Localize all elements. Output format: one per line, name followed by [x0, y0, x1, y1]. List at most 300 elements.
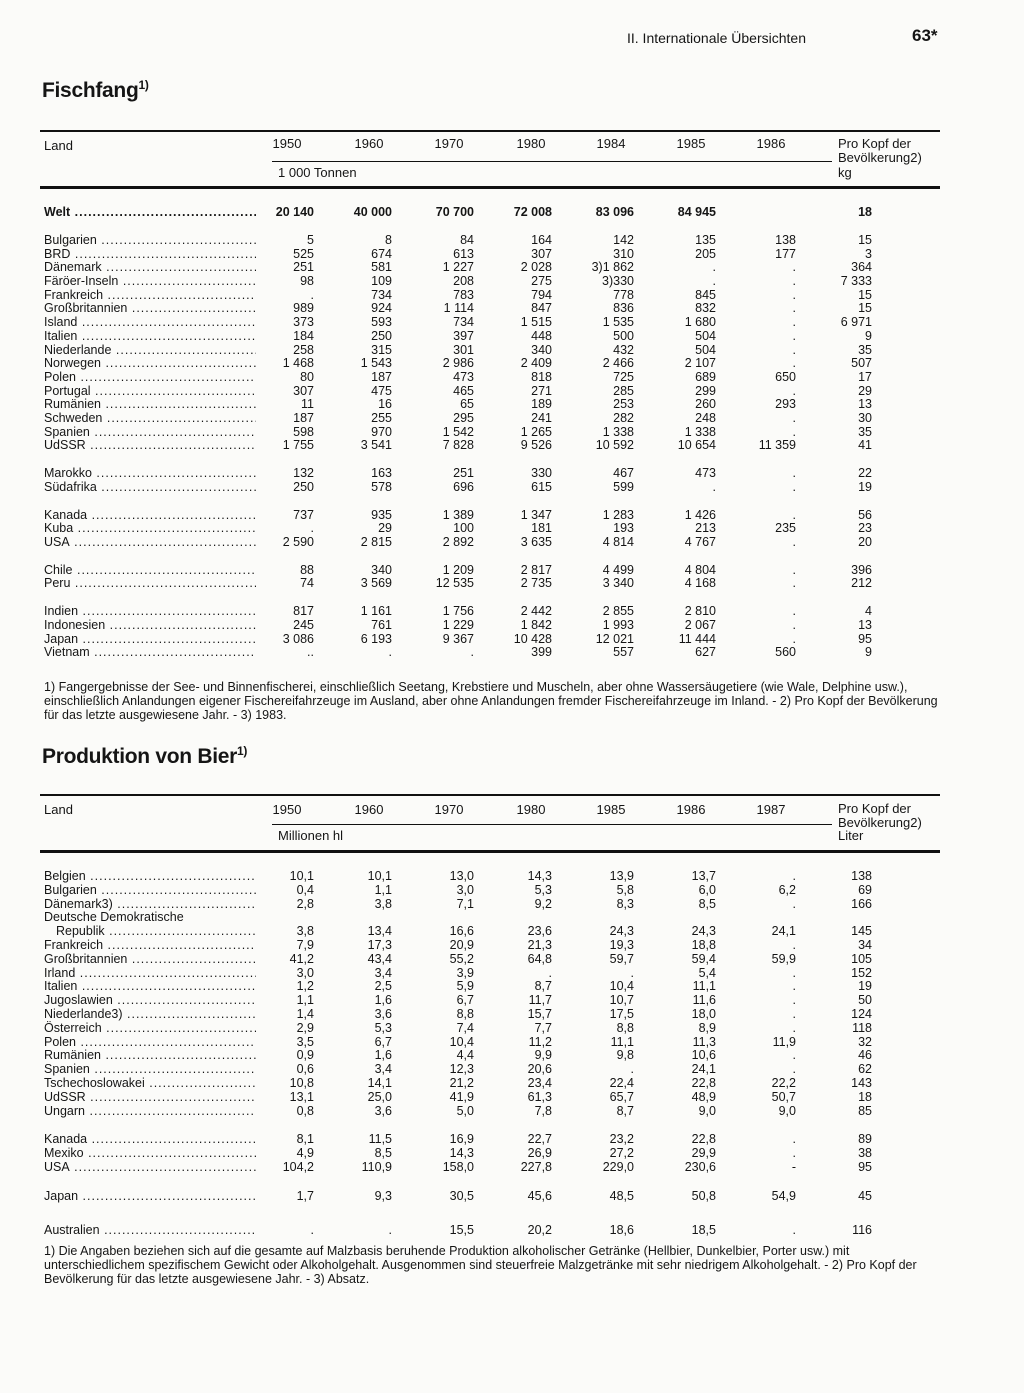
cell-value: 18,6 [609, 1223, 634, 1237]
table-row [0, 397, 1024, 411]
table-row [0, 979, 1024, 993]
cell-value: 847 [531, 301, 552, 315]
cell-value: 8,7 [534, 979, 552, 993]
cell-value: . [792, 425, 796, 439]
cell-value: 5,9 [456, 979, 474, 993]
table-row [0, 425, 1024, 439]
table-row [0, 952, 1024, 966]
cell-value: 4,9 [296, 1146, 314, 1160]
cell-value: 1,7 [296, 1189, 314, 1203]
cell-value: 72 008 [513, 205, 552, 219]
cell-value: 330 [531, 466, 552, 480]
cell-value: 20 140 [275, 205, 314, 219]
cell-value: 3,8 [296, 924, 314, 938]
cell-value: . [792, 356, 796, 370]
cell-value: . [792, 1048, 796, 1062]
cell-value: 41,9 [449, 1090, 474, 1104]
cell-value: 725 [613, 370, 634, 384]
table-row [0, 315, 1024, 329]
cell-value: 1 229 [442, 618, 474, 632]
cell-value: 6,2 [778, 883, 796, 897]
cell-value: 34 [858, 938, 872, 952]
table-row [0, 563, 1024, 577]
cell-value: 245 [293, 618, 314, 632]
cell-value: . [388, 1223, 392, 1237]
cell-value: 35 [858, 425, 872, 439]
beer-top-rule [40, 794, 940, 796]
cell-value: 9 526 [520, 438, 552, 452]
cell-value: 9,0 [778, 1104, 796, 1118]
cell-value: 164 [531, 233, 552, 247]
row-label: USA ..... [44, 535, 256, 549]
cell-value: 38 [858, 1146, 872, 1160]
cell-value: 364 [851, 260, 872, 274]
cell-value: 84 945 [677, 205, 716, 219]
table-row [0, 1090, 1024, 1104]
cell-value: 16 [378, 397, 392, 411]
cell-value: 3,4 [374, 1062, 392, 1076]
cell-value: 14,1 [367, 1076, 392, 1090]
cell-value: 9,3 [374, 1189, 392, 1203]
table-row [0, 897, 1024, 911]
cell-value: 6,0 [698, 883, 716, 897]
cell-value: 22 [858, 466, 872, 480]
cell-value: . [792, 274, 796, 288]
cell-value: 1 426 [684, 508, 716, 522]
table-row [0, 438, 1024, 452]
cell-value: 8,9 [698, 1021, 716, 1035]
cell-value: 13,4 [367, 924, 392, 938]
running-header: II. Internationale Übersichten [627, 30, 806, 46]
cell-value: 20,9 [449, 938, 474, 952]
beer-col-year: 1987 [756, 802, 786, 817]
cell-value: 10,4 [449, 1035, 474, 1049]
cell-value: 4 767 [684, 535, 716, 549]
cell-value: . [792, 329, 796, 343]
cell-value: 8,3 [616, 897, 634, 911]
cell-value: 2 442 [520, 604, 552, 618]
cell-value: 69 [858, 883, 872, 897]
table-row [0, 411, 1024, 425]
cell-value: 22,2 [771, 1076, 796, 1090]
cell-value: 1 756 [442, 604, 474, 618]
cell-value: 9 [865, 329, 872, 343]
cell-value: 205 [695, 247, 716, 261]
cell-value: 189 [531, 397, 552, 411]
cell-value: 935 [371, 508, 392, 522]
cell-value: 696 [453, 480, 474, 494]
cell-value: 6 193 [360, 632, 392, 646]
fish-col-year: 1984 [596, 136, 626, 151]
cell-value: 260 [695, 397, 716, 411]
table-row [0, 1007, 1024, 1021]
cell-value: 0,6 [296, 1062, 314, 1076]
row-label: Spanien ..... [44, 1062, 256, 1076]
cell-value: 783 [453, 288, 474, 302]
cell-value: 85 [858, 1104, 872, 1118]
cell-value: 11,9 [772, 1035, 796, 1049]
cell-value: 0,4 [296, 883, 314, 897]
cell-value: 255 [371, 411, 392, 425]
cell-value: 4 814 [602, 535, 634, 549]
beer-unit-rule [272, 824, 832, 825]
cell-value: 473 [453, 370, 474, 384]
cell-value: 3 [865, 247, 872, 261]
cell-value: 56 [858, 508, 872, 522]
cell-value: 307 [531, 247, 552, 261]
cell-value: 20,6 [527, 1062, 552, 1076]
cell-value: 396 [851, 563, 872, 577]
cell-value: 11,3 [692, 1035, 716, 1049]
cell-value: 2 986 [442, 356, 474, 370]
table-row [0, 993, 1024, 1007]
row-label: Norwegen ..... [44, 356, 256, 370]
row-label: Vietnam ..... [44, 645, 256, 659]
cell-value: 10,7 [609, 993, 634, 1007]
cell-value: 23,6 [527, 924, 552, 938]
cell-value: 2,9 [296, 1021, 314, 1035]
table-row [0, 1062, 1024, 1076]
cell-value: 9 367 [442, 632, 474, 646]
cell-value: . [792, 466, 796, 480]
cell-value: 2 028 [520, 260, 552, 274]
beer-header-rule [40, 850, 940, 853]
cell-value: 21,3 [527, 938, 552, 952]
beer-col-year: 1980 [516, 802, 546, 817]
table-row [0, 1146, 1024, 1160]
beer-col-year: 1986 [676, 802, 706, 817]
table-row [0, 205, 1024, 219]
cell-value: . [792, 1062, 796, 1076]
fish-header-rule [40, 186, 940, 189]
cell-value: 24,1 [771, 924, 796, 938]
cell-value: 397 [453, 329, 474, 343]
cell-value: 64,8 [527, 952, 552, 966]
cell-value: 3,0 [296, 966, 314, 980]
cell-value: 181 [531, 521, 552, 535]
cell-value: 1 755 [282, 438, 314, 452]
cell-value: 8,7 [616, 1104, 634, 1118]
cell-value: 970 [371, 425, 392, 439]
fish-unit-rule [272, 161, 832, 162]
cell-value: 599 [613, 480, 634, 494]
cell-value: 18 [858, 205, 872, 219]
cell-value: 6 971 [840, 315, 872, 329]
cell-value: 5,3 [534, 883, 552, 897]
cell-value: 10,1 [289, 869, 314, 883]
cell-value: 54,9 [771, 1189, 796, 1203]
row-label: Australien ..... [44, 1223, 256, 1237]
cell-value: 9,8 [616, 1048, 634, 1062]
cell-value: 593 [371, 315, 392, 329]
cell-value: 89 [858, 1132, 872, 1146]
row-label: Italien ..... [44, 329, 256, 343]
table-row [0, 1160, 1024, 1174]
table-row [0, 576, 1024, 590]
cell-value: 24,3 [691, 924, 716, 938]
cell-value: 1,1 [374, 883, 392, 897]
table-row [0, 508, 1024, 522]
cell-value: 1,4 [296, 1007, 314, 1021]
cell-value: 3 086 [282, 632, 314, 646]
cell-value: 1 114 [443, 301, 474, 315]
cell-value: 8,8 [456, 1007, 474, 1021]
cell-value: . [792, 966, 796, 980]
cell-value: . [470, 645, 474, 659]
cell-value: 59,9 [771, 952, 796, 966]
cell-value: 29,9 [691, 1146, 716, 1160]
cell-value: 9,2 [534, 897, 552, 911]
cell-value: . [792, 938, 796, 952]
row-label: Italien ..... [44, 979, 256, 993]
cell-value: 734 [371, 288, 392, 302]
cell-value: 45 [858, 1189, 872, 1203]
cell-value: 2 810 [684, 604, 716, 618]
beer-unit-label: Millionen hl [278, 828, 344, 843]
row-label: Ungarn ..... [44, 1104, 256, 1118]
cell-value: 9,0 [698, 1104, 716, 1118]
row-label: Niederlande3) ..... [44, 1007, 256, 1021]
cell-value: 109 [371, 274, 392, 288]
table-row [0, 869, 1024, 883]
row-label: Schweden ..... [44, 411, 256, 425]
table-row [0, 288, 1024, 302]
cell-value: 1,6 [374, 993, 392, 1007]
cell-value: 11,2 [528, 1035, 552, 1049]
cell-value: 19,3 [609, 938, 634, 952]
cell-value: 11,1 [692, 979, 716, 993]
cell-value: 845 [695, 288, 716, 302]
cell-value: . [792, 384, 796, 398]
row-label: Kanada ..... [44, 508, 256, 522]
cell-value: 116 [852, 1223, 872, 1237]
cell-value: 4 499 [602, 563, 634, 577]
cell-value: 560 [775, 645, 796, 659]
cell-value: 500 [613, 329, 634, 343]
cell-value: 465 [453, 384, 474, 398]
cell-value: 50 [858, 993, 872, 1007]
row-label: Rumänien ..... [44, 1048, 256, 1062]
cell-value: 59,4 [691, 952, 716, 966]
cell-value: 35 [858, 343, 872, 357]
row-label: Portugal ..... [44, 384, 256, 398]
cell-value: 32 [858, 1035, 872, 1049]
cell-value: 43,4 [367, 952, 392, 966]
cell-value: 2 817 [520, 563, 552, 577]
cell-value: 2,5 [374, 979, 392, 993]
cell-value: . [792, 535, 796, 549]
cell-value: 19 [858, 979, 872, 993]
cell-value: 2 067 [684, 618, 716, 632]
row-label: Indonesien ..... [44, 618, 256, 632]
row-label: Tschechoslowakei ..... [44, 1076, 256, 1090]
table-row [0, 1021, 1024, 1035]
row-label: Bulgarien ..... [44, 233, 256, 247]
row-label: Frankreich ..... [44, 288, 256, 302]
table-row [0, 274, 1024, 288]
cell-value: 10 654 [677, 438, 716, 452]
row-label: Frankreich ..... [44, 938, 256, 952]
cell-value: . [712, 480, 716, 494]
cell-value: 65 [460, 397, 474, 411]
cell-value: 15,7 [527, 1007, 552, 1021]
cell-value: 475 [371, 384, 392, 398]
cell-value: 1 680 [684, 315, 716, 329]
cell-value: 8,5 [698, 897, 716, 911]
cell-value: 3 541 [360, 438, 392, 452]
cell-value: . [792, 1223, 796, 1237]
cell-value: 14,3 [527, 869, 552, 883]
cell-value: 62 [858, 1062, 872, 1076]
cell-value: 177 [775, 247, 796, 261]
cell-value: 0,8 [296, 1104, 314, 1118]
cell-value: 2 892 [442, 535, 474, 549]
cell-value: 1,2 [296, 979, 314, 993]
cell-value: 20,2 [527, 1223, 552, 1237]
cell-value: . [310, 288, 314, 302]
cell-value: . [792, 315, 796, 329]
cell-value: 95 [858, 632, 872, 646]
cell-value: 11,5 [368, 1132, 392, 1146]
beer-per-capita-unit: Liter [838, 828, 864, 843]
table-row [0, 343, 1024, 357]
cell-value: 230,6 [684, 1160, 716, 1174]
cell-value: 83 096 [595, 205, 634, 219]
cell-value: 24,3 [609, 924, 634, 938]
cell-value: 836 [613, 301, 634, 315]
cell-value: 2 815 [360, 535, 392, 549]
cell-value: 3,9 [456, 966, 474, 980]
row-label: Republik ..... [56, 924, 256, 938]
cell-value: 7,4 [456, 1021, 474, 1035]
table-row [0, 604, 1024, 618]
cell-value: 16,6 [449, 924, 474, 938]
cell-value: . [792, 288, 796, 302]
cell-value: 18,8 [691, 938, 716, 952]
cell-value: 70 700 [435, 205, 474, 219]
cell-value: 8 [385, 233, 392, 247]
cell-value: 3)330 [602, 274, 634, 288]
cell-value: 3,4 [374, 966, 392, 980]
cell-value: 13,1 [289, 1090, 314, 1104]
cell-value: 473 [695, 466, 716, 480]
table-row [0, 1223, 1024, 1237]
cell-value: 507 [851, 356, 872, 370]
cell-value: 627 [695, 645, 716, 659]
cell-value: 399 [531, 645, 552, 659]
cell-value: 1 209 [442, 563, 474, 577]
row-label: Dänemark ..... [44, 260, 256, 274]
row-label: Belgien ..... [44, 869, 256, 883]
row-label: Chile ..... [44, 563, 256, 577]
cell-value: 1 468 [282, 356, 314, 370]
cell-value: 17 [858, 370, 872, 384]
cell-value: 29 [858, 384, 872, 398]
cell-value: 340 [531, 343, 552, 357]
cell-value: 1,1 [296, 993, 314, 1007]
table-row [0, 924, 1024, 938]
beer-col-year: 1950 [272, 802, 302, 817]
row-label: Dänemark3) ..... [44, 897, 256, 911]
cell-value: 193 [613, 521, 634, 535]
fish-top-rule [40, 130, 940, 132]
fish-unit-label: 1 000 Tonnen [278, 165, 357, 180]
cell-value: 5 [307, 233, 314, 247]
cell-value: 258 [293, 343, 314, 357]
cell-value: 761 [371, 618, 392, 632]
beer-col-year: 1970 [434, 802, 464, 817]
cell-value: 2 409 [520, 356, 552, 370]
cell-value: 3,0 [456, 883, 474, 897]
cell-value: 282 [613, 411, 634, 425]
cell-value: 734 [453, 315, 474, 329]
cell-value: 251 [293, 260, 314, 274]
row-label: Großbritannien ..... [44, 301, 256, 315]
fish-col-year: 1985 [676, 136, 706, 151]
cell-value: 88 [300, 563, 314, 577]
cell-value: 30,5 [449, 1189, 474, 1203]
cell-value: 17,5 [609, 1007, 634, 1021]
cell-value: 10,6 [691, 1048, 716, 1062]
row-label: UdSSR ..... [44, 1090, 256, 1104]
cell-value: 598 [293, 425, 314, 439]
cell-value: 4 [865, 604, 872, 618]
cell-value: 23 [858, 521, 872, 535]
cell-value: 30 [858, 411, 872, 425]
cell-value: 18,5 [691, 1223, 716, 1237]
table-row [0, 233, 1024, 247]
row-label: Bulgarien ..... [44, 883, 256, 897]
row-label: Japan ..... [44, 1189, 256, 1203]
table-row [0, 938, 1024, 952]
cell-value: 15 [858, 288, 872, 302]
cell-value: 12 535 [435, 576, 474, 590]
cell-value: 213 [695, 521, 716, 535]
cell-value: . [310, 1223, 314, 1237]
cell-value: 4,4 [456, 1048, 474, 1062]
row-label: BRD ..... [44, 247, 256, 261]
cell-value: 187 [371, 370, 392, 384]
row-label: Polen ..... [44, 370, 256, 384]
cell-value: 241 [531, 411, 552, 425]
fish-per-capita-unit: kg [838, 165, 852, 180]
cell-value: 615 [531, 480, 552, 494]
cell-value: 41 [858, 438, 872, 452]
cell-value: 293 [775, 397, 796, 411]
cell-value: . [792, 1021, 796, 1035]
cell-value: 7 333 [840, 274, 872, 288]
cell-value: .. [307, 645, 314, 659]
cell-value: 3 340 [602, 576, 634, 590]
table-row [0, 1048, 1024, 1062]
cell-value: 1 515 [520, 315, 552, 329]
cell-value: . [792, 993, 796, 1007]
row-label: USA ..... [44, 1160, 256, 1174]
cell-value: 20 [858, 535, 872, 549]
table-row [0, 910, 1024, 924]
cell-value: 105 [851, 952, 872, 966]
cell-value: 3,5 [296, 1035, 314, 1049]
cell-value: 7,9 [296, 938, 314, 952]
cell-value: 16,9 [449, 1132, 474, 1146]
cell-value: 11,7 [528, 993, 552, 1007]
cell-value: 299 [695, 384, 716, 398]
table-row [0, 329, 1024, 343]
table-row [0, 1035, 1024, 1049]
cell-value: 7 828 [442, 438, 474, 452]
cell-value: 27,2 [609, 1146, 634, 1160]
cell-value: . [630, 1062, 634, 1076]
